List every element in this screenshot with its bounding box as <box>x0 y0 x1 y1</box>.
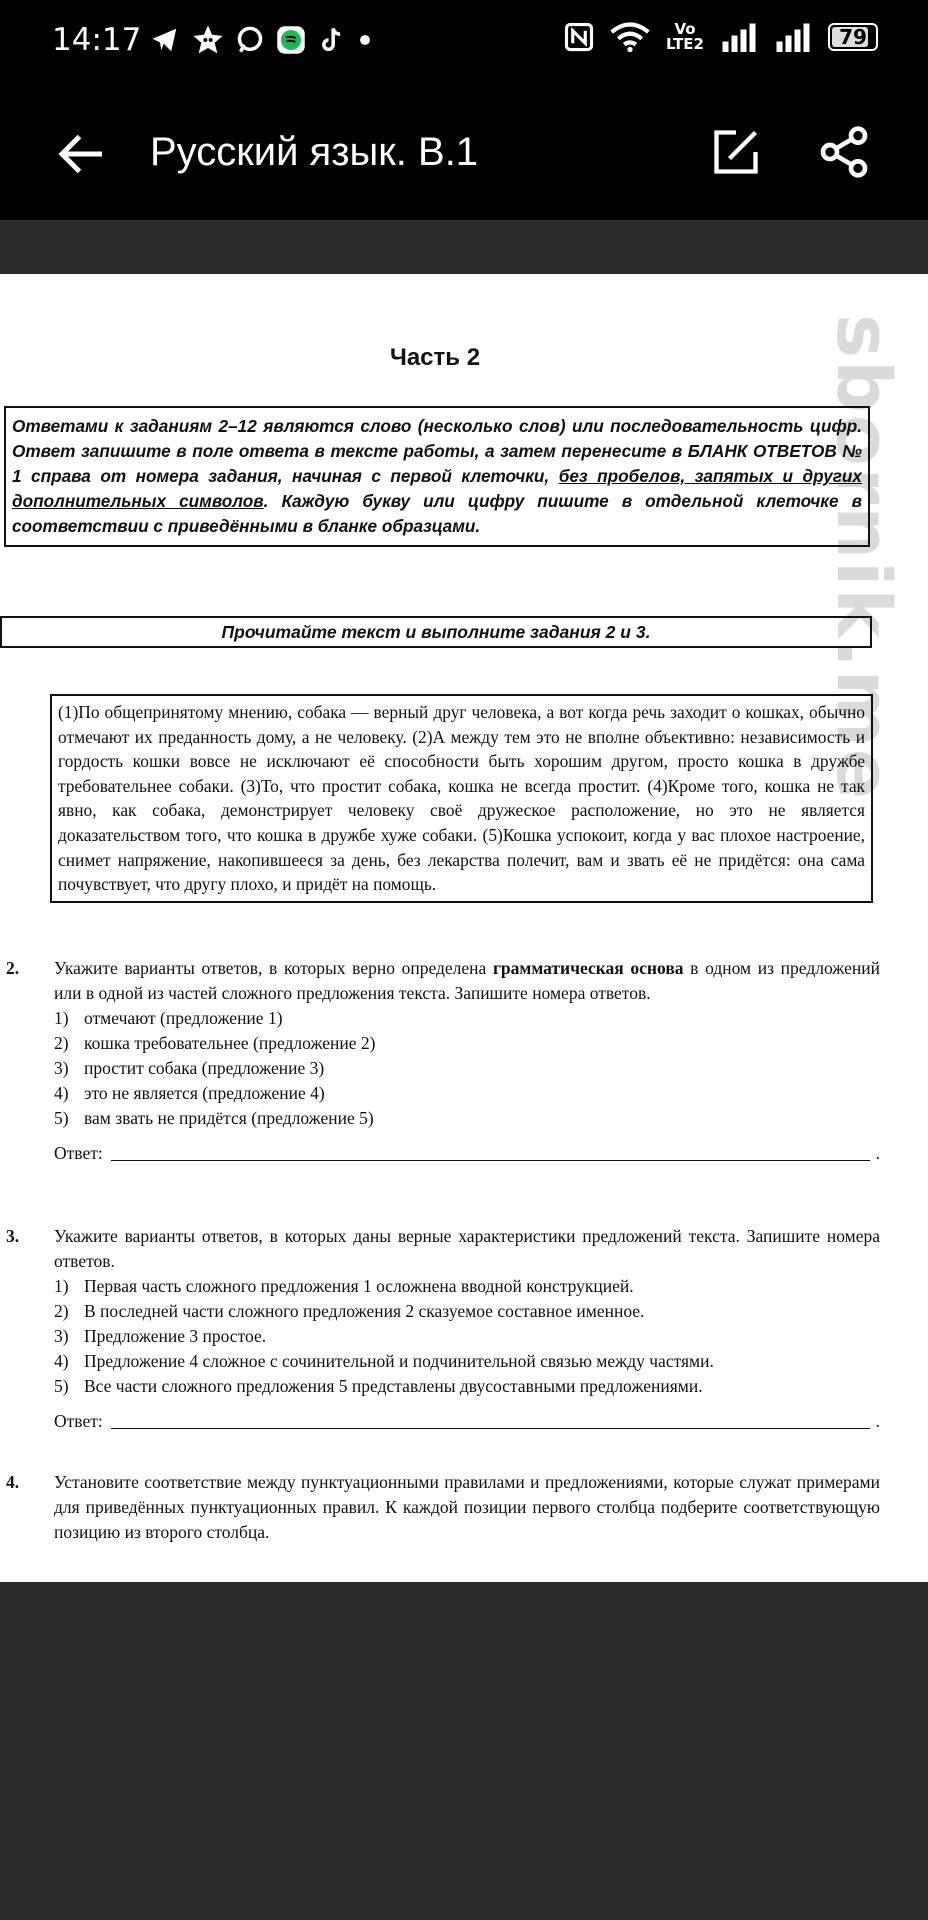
task-question: Установите соответствие между пунктуационными правилами и предложениями, которые служат примерами для приведённых пунктуационных правил. К каждой позиции первого столбца подберите соответствующую позицию из второго столбца. <box>54 1472 880 1542</box>
task-4 <box>0 1470 880 1545</box>
answer-label: Ответ: <box>54 1143 103 1163</box>
option: 3) простит собака (предложение 3) <box>54 1058 325 1078</box>
part-title: Часть 2 <box>389 344 481 371</box>
nfc-icon <box>564 22 594 52</box>
answer-field: Ответ: . <box>54 1409 880 1434</box>
app-bar <box>0 82 928 220</box>
option: 4) это не является (предложение 4) <box>54 1083 325 1103</box>
task-number: 3. <box>6 1226 20 1246</box>
edit-icon[interactable] <box>710 126 762 178</box>
option: 5) Все части сложного предложения 5 представлены двусоставными предложениями. <box>54 1376 703 1396</box>
document-page[interactable] <box>0 274 928 1582</box>
instructions-underlined: без пробелов, запятых и других дополнительных символов <box>12 466 862 511</box>
chat-icon <box>236 26 264 54</box>
task-number: 2. <box>6 958 20 978</box>
status-bar <box>0 0 928 82</box>
watermark: sbornik.me <box>820 314 906 802</box>
option: 3) Предложение 3 простое. <box>54 1326 267 1346</box>
read-prompt: Прочитайте текст и выполните задания 2 и 3. <box>0 616 872 648</box>
task-number: 4. <box>6 1472 20 1492</box>
task-question: Укажите варианты ответов, в которых верно определена грамматическая основа в одном из предложений или в одной из частей сложного предложения текста. Запишите номера ответов. <box>54 958 880 1003</box>
instructions-text: Ответами к заданиям 2–12 являются слово (несколько слов) или последовательность цифр. Ответ запишите в поле ответа в тексте работы, а затем перенесите в БЛАНК ОТВЕТОВ № 1 справа от номера задания, начиная с первой клеточки, <box>12 416 862 486</box>
page-title: Русский язык. В.1 <box>150 130 479 174</box>
battery-level: 79 <box>839 25 867 49</box>
task-3 <box>0 1224 880 1434</box>
task-2 <box>0 956 880 1166</box>
telegram-icon <box>150 25 180 55</box>
network-type: Vo LTE2 <box>666 20 704 53</box>
answer-field: Ответ: . <box>54 1141 880 1166</box>
share-icon[interactable] <box>816 124 872 180</box>
option: 2) кошка требовательнее (предложение 2) <box>54 1033 376 1053</box>
signal-icon <box>720 22 758 52</box>
battery-indicator <box>828 23 878 51</box>
instructions-box <box>4 406 870 547</box>
option: 5) вам звать не придётся (предложение 5) <box>54 1108 374 1128</box>
task-question: Укажите варианты ответов, в которых даны верные характеристики предложений текста. Запишите номера ответов. <box>54 1226 880 1271</box>
star-app-icon <box>192 24 224 56</box>
viewer-background <box>0 1582 928 1920</box>
more-dot-icon <box>358 33 372 47</box>
spotify-icon <box>276 25 306 55</box>
option: 4) Предложение 4 сложное с сочинительной и подчинительной связью между частями. <box>54 1351 714 1371</box>
tiktok-icon <box>318 25 346 55</box>
clock: 14:17 <box>52 22 142 58</box>
option: 1) отмечают (предложение 1) <box>54 1008 283 1028</box>
notification-icons <box>150 24 372 56</box>
back-arrow-icon[interactable] <box>52 124 112 184</box>
answer-label: Ответ: <box>54 1411 103 1431</box>
option: 2) В последней части сложного предложения 2 сказуемое составное именное. <box>54 1301 645 1321</box>
task-question-bold: грамматическая основа <box>492 958 684 978</box>
reading-text: (1)По общепринятому мнению, собака — верный друг человека, а вот когда речь заходит о кошках, обычно отмечают их преданность дому, а не человеку. (2)А между тем это не вполне объективно: независимость и гордость кошки вовсе не исключают её способности быть хорошим другом, просто кошка в дружбе требовательнее собаки. (3)То, что простит собака, кошка не всегда простит. (4)Кроме того, кошка не так явно, как собака, демонстрирует человеку своё дружеское расположение, но это не является доказательством того, что кошка в дружбе хуже собаки. (5)Кошка успокоит, когда у вас плохое настроение, снимет напряжение, накопившееся за день, без лекарства полечит, вам и звать её не придётся: она сама почувствует, что другу плохо, и придёт на помощь. <box>50 694 873 903</box>
instructions-text-end: . Каждую букву или цифру пишите в отдельной клеточке в соответствии с приведёнными в бланке образцами. <box>12 491 862 536</box>
option: 1) Первая часть сложного предложения 1 осложнена вводной конструкцией. <box>54 1276 634 1296</box>
system-icons <box>564 22 878 52</box>
signal-icon <box>774 22 812 52</box>
wifi-icon <box>610 22 650 52</box>
viewer-background <box>0 220 928 274</box>
